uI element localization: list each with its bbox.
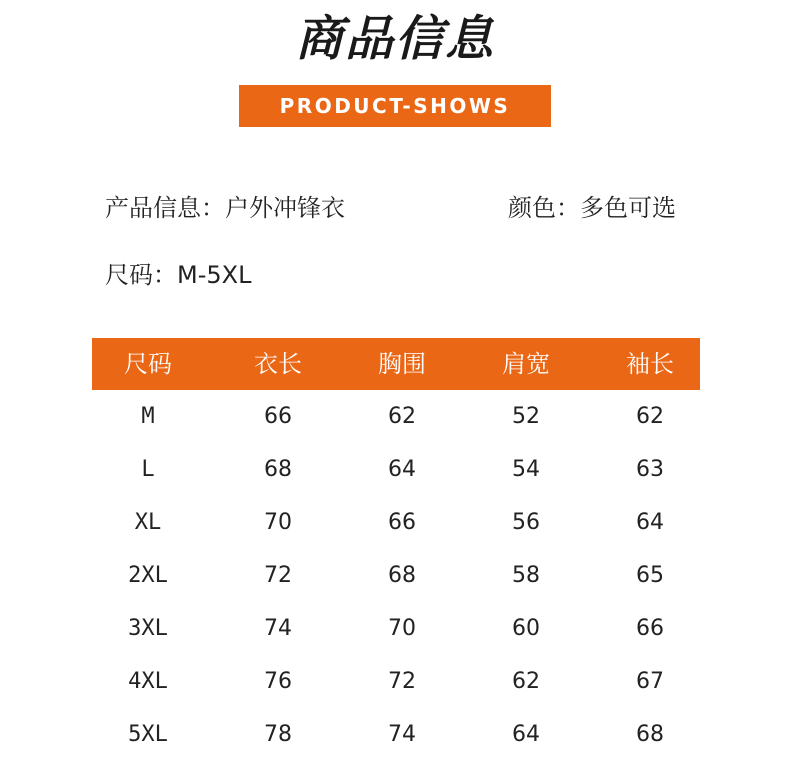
table-row (92, 496, 700, 549)
cell-shoulder: 62 (512, 669, 540, 694)
cell-size: 3XL (128, 616, 168, 641)
header-shoulder: 肩宽 (502, 350, 550, 378)
cell-sleeve: 66 (636, 616, 664, 641)
cell-chest: 62 (388, 404, 416, 429)
cell-length: 70 (264, 510, 292, 535)
product-shows-banner: PRODUCT-SHOWS (239, 85, 551, 127)
cell-size: 5XL (128, 722, 168, 747)
cell-length: 68 (264, 457, 292, 482)
cell-shoulder: 52 (512, 404, 540, 429)
cell-chest: 64 (388, 457, 416, 482)
size-info-text: 尺码：M-5XL (105, 261, 252, 289)
cell-shoulder: 58 (512, 563, 540, 588)
cell-shoulder: 64 (512, 722, 540, 747)
table-row (92, 708, 700, 761)
cell-chest: 68 (388, 563, 416, 588)
table-row (92, 549, 700, 602)
cell-length: 76 (264, 669, 292, 694)
table-row (92, 602, 700, 655)
cell-length: 72 (264, 563, 292, 588)
table-row (92, 443, 700, 496)
cell-length: 74 (264, 616, 292, 641)
cell-shoulder: 56 (512, 510, 540, 535)
size-table-body (92, 390, 700, 761)
cell-size: L (141, 457, 155, 482)
cell-length: 78 (264, 722, 292, 747)
cell-shoulder: 60 (512, 616, 540, 641)
header-length: 衣长 (254, 350, 302, 378)
cell-length: 66 (264, 404, 292, 429)
product-info-text: 产品信息：户外冲锋衣 (105, 194, 345, 222)
table-row (92, 390, 700, 443)
header-chest: 胸围 (378, 350, 426, 378)
cell-sleeve: 63 (636, 457, 664, 482)
cell-size: 2XL (128, 563, 168, 588)
cell-chest: 74 (388, 722, 416, 747)
cell-chest: 70 (388, 616, 416, 641)
cell-shoulder: 54 (512, 457, 540, 482)
page-title: 商品信息 (294, 11, 495, 67)
cell-chest: 66 (388, 510, 416, 535)
header-sleeve: 袖长 (626, 350, 674, 378)
cell-chest: 72 (388, 669, 416, 694)
cell-sleeve: 67 (636, 669, 664, 694)
size-table (92, 338, 700, 761)
table-row (92, 655, 700, 708)
cell-size: XL (134, 510, 162, 535)
size-table-header (92, 338, 700, 390)
header-size: 尺码 (124, 350, 172, 378)
cell-sleeve: 65 (636, 563, 664, 588)
cell-size: 4XL (128, 669, 168, 694)
cell-sleeve: 68 (636, 722, 664, 747)
color-info-text: 颜色：多色可选 (508, 194, 676, 222)
cell-sleeve: 62 (636, 404, 664, 429)
cell-size: M (141, 404, 155, 429)
cell-sleeve: 64 (636, 510, 664, 535)
